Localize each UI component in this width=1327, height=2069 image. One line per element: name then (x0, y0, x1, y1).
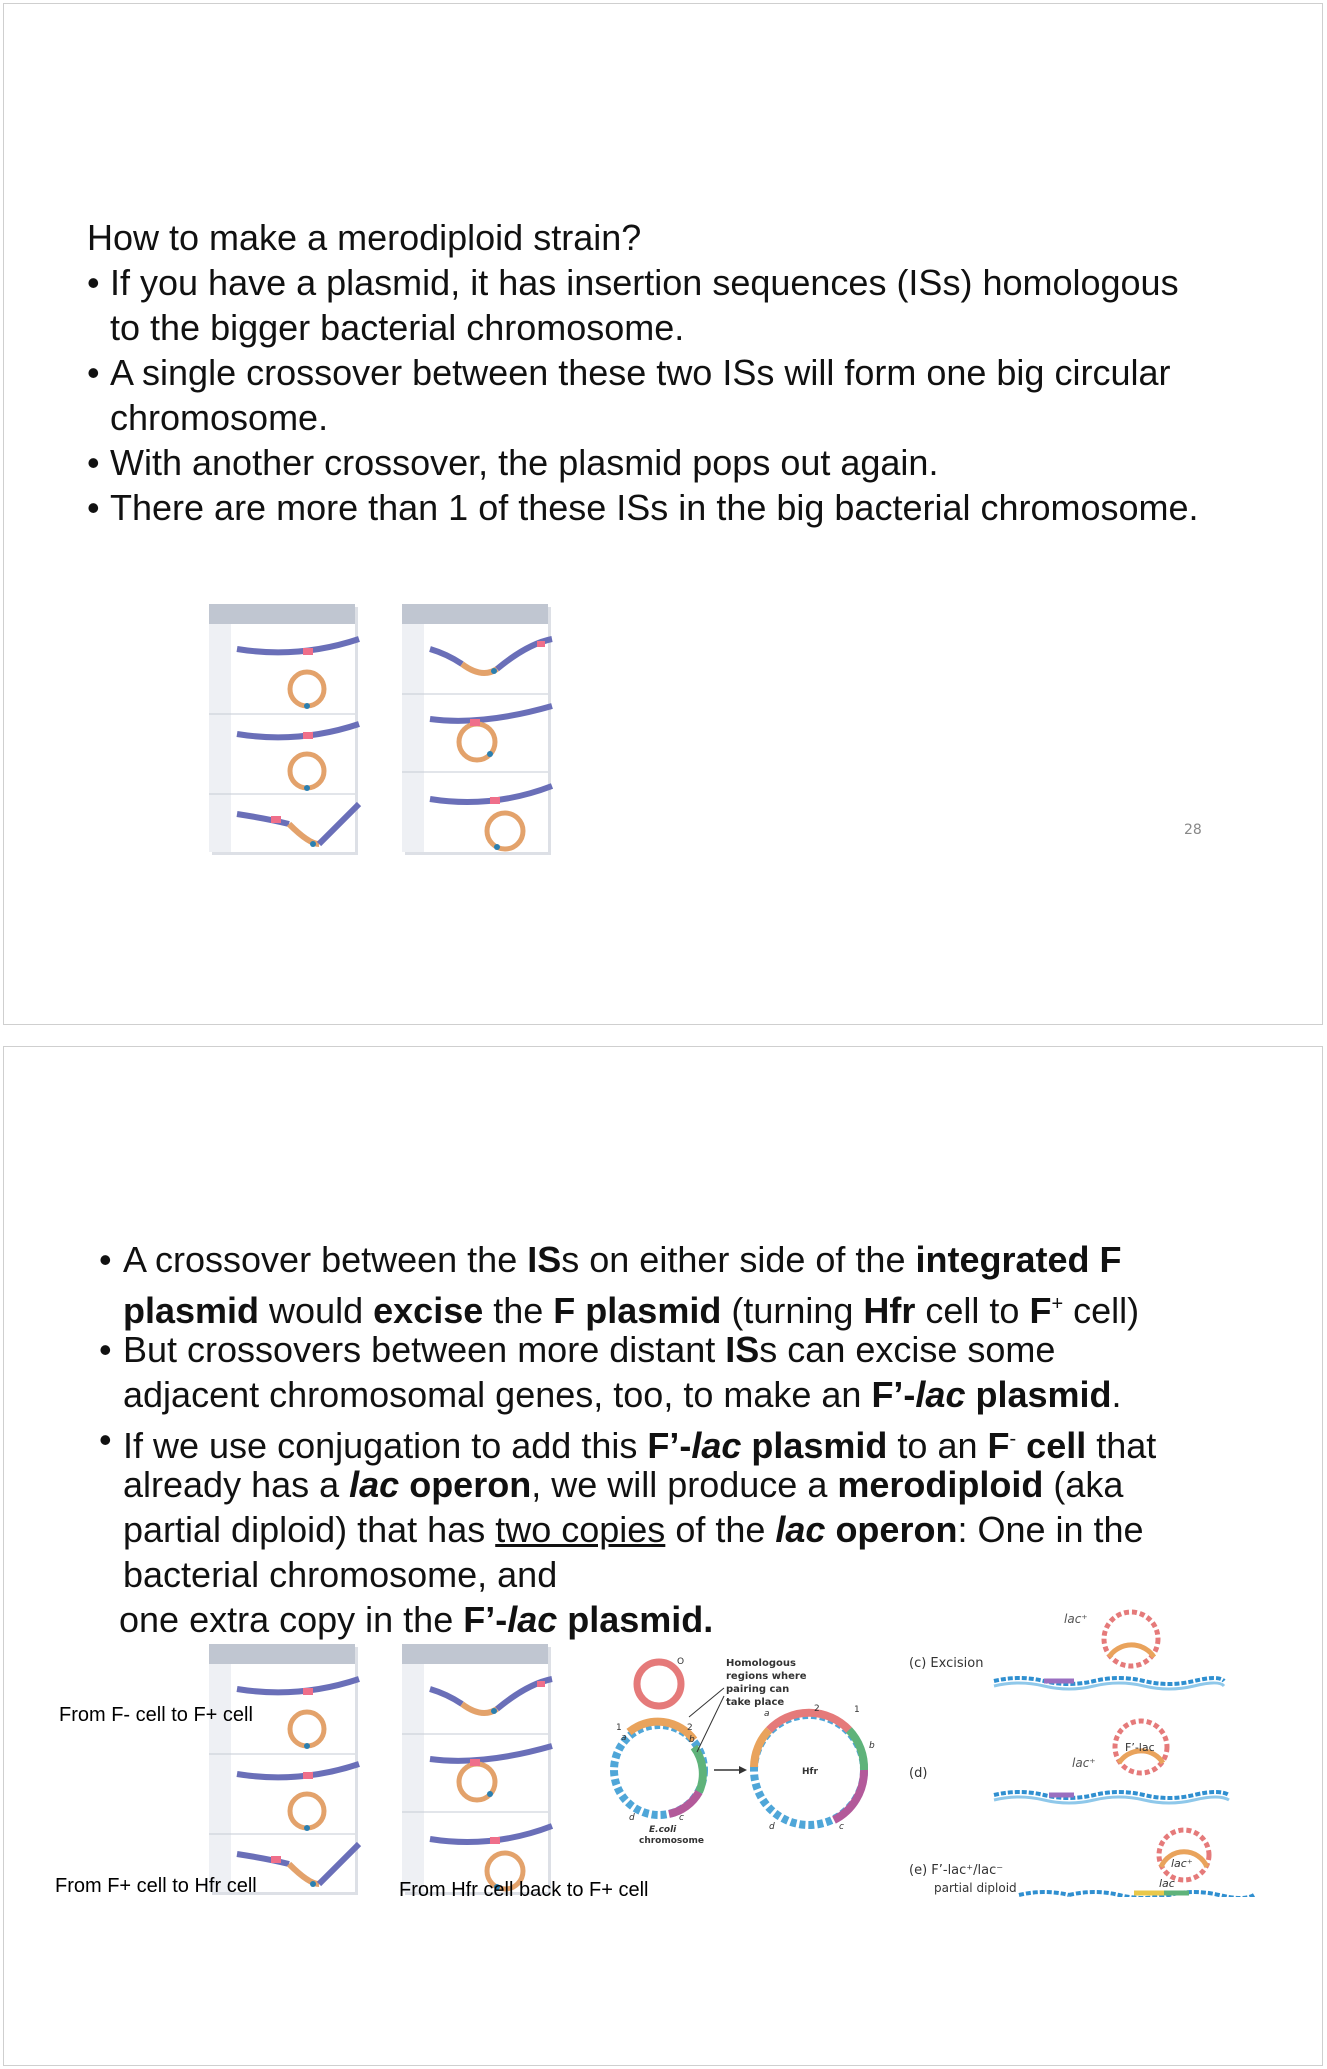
bullet-dot: • (87, 487, 100, 528)
bullet-3-line-1: With another crossover, the plasmid pops out again. (110, 442, 939, 483)
crossover-diagram (209, 1644, 569, 1899)
text: . (1111, 1374, 1122, 1415)
slide-29 (3, 1046, 1323, 2066)
text: F’- (647, 1425, 692, 1466)
text: lac (507, 1599, 558, 1640)
text: two copies (495, 1509, 666, 1550)
f-lac-label: F’-lac (1125, 1741, 1155, 1754)
site-label-b: b (689, 1735, 695, 1745)
text: F plasmid (553, 1290, 722, 1331)
text: lac (775, 1509, 826, 1550)
site-label-c: c (839, 1822, 844, 1832)
text: lac (915, 1374, 966, 1415)
label-e-partial-diploid: partial diploid (934, 1881, 1017, 1895)
ecoli-label-2: chromosome (639, 1836, 704, 1846)
text: F (987, 1425, 1010, 1466)
hfr-label: Hfr (802, 1767, 818, 1777)
text: cell to (915, 1290, 1030, 1331)
homologous-label-3: pairing can (726, 1684, 790, 1695)
panel-right (402, 1644, 552, 1895)
text: operon (825, 1509, 958, 1550)
bullet-3-line-1 (123, 1417, 1156, 1468)
text: that (1086, 1425, 1157, 1466)
bullet-dot: • (87, 262, 100, 303)
site-label-1: 1 (616, 1723, 622, 1733)
site-label-a: a (764, 1709, 770, 1719)
bullet-3-line-3 (123, 1507, 1144, 1552)
hfr-formation-figure (599, 1652, 889, 1877)
bullet-dot: • (99, 1239, 112, 1280)
site-label-a: a (621, 1733, 627, 1743)
site-label-d: d (769, 1822, 775, 1832)
text: lac (349, 1464, 400, 1505)
bullet-dot: • (99, 1419, 112, 1460)
text: would (259, 1290, 374, 1331)
bullet-3-line-2 (123, 1462, 1123, 1507)
plasmid-c (1104, 1612, 1158, 1666)
bullet-dot: • (99, 1329, 112, 1370)
text: plasmid (123, 1290, 260, 1331)
bullet-1-line-1 (123, 1237, 1121, 1282)
text: s on either side of the (561, 1239, 916, 1280)
text: partial diploid) that has (123, 1509, 496, 1550)
bullet-1-line-2: to the bigger bacterial chromosome. (110, 307, 685, 348)
text: (turning (721, 1290, 864, 1331)
label-d: (d) (909, 1766, 928, 1781)
text: one extra copy in the (119, 1599, 464, 1640)
site-label-2: 2 (814, 1704, 820, 1714)
caption-f-plus-to-hfr: From F+ cell to Hfr cell (55, 1875, 257, 1897)
text: plasmid (741, 1425, 888, 1466)
label-e: (e) F’-lac⁺/lac⁻ (909, 1863, 1004, 1878)
bullet-2-line-2: chromosome. (110, 397, 329, 438)
lac-label: lac (1159, 1877, 1175, 1890)
text: to an (887, 1425, 988, 1466)
text: excise (373, 1290, 484, 1331)
site-label-d: d (629, 1813, 635, 1823)
slide-heading: How to make a merodiploid strain? (87, 217, 642, 258)
text: already has a (123, 1464, 350, 1505)
bullet-dot: • (87, 442, 100, 483)
text: + (1051, 1293, 1064, 1315)
site-label-b: b (869, 1741, 875, 1751)
text: But crossovers between more distant (123, 1329, 726, 1370)
bullet-3-line-5 (119, 1597, 713, 1642)
text: plasmid. (557, 1599, 714, 1640)
text: plasmid (965, 1374, 1112, 1415)
bullet-2-line-2 (123, 1372, 1122, 1417)
text: - (1009, 1428, 1017, 1450)
excision-figure (909, 1577, 1269, 1897)
text: cell (1016, 1425, 1087, 1466)
page-number: 28 (1184, 822, 1202, 838)
site-label-c: c (679, 1813, 684, 1823)
site-label-2: 2 (687, 1723, 693, 1733)
homologous-label-1: Homologous (726, 1658, 796, 1669)
text: IS (725, 1329, 760, 1370)
text: , we will produce a (531, 1464, 838, 1505)
text: of the (665, 1509, 776, 1550)
plasmid-e (1159, 1830, 1209, 1880)
caption-f-minus-to-f-plus: From F- cell to F+ cell (59, 1704, 253, 1726)
bullet-3-line-4: bacterial chromosome, and (123, 1554, 558, 1595)
bullet-2-line-1 (123, 1327, 1055, 1372)
text: F’- (871, 1374, 916, 1415)
bullet-dot: • (87, 352, 100, 393)
text: (aka (1043, 1464, 1124, 1505)
text: F’- (463, 1599, 508, 1640)
label-c-excision: (c) Excision (909, 1656, 984, 1671)
text: s can excise some (759, 1329, 1056, 1370)
text: Hfr (863, 1290, 916, 1331)
text: If we use conjugation to add this (123, 1425, 648, 1466)
text: lac (691, 1425, 742, 1466)
crossover-diagram (209, 604, 569, 859)
homologous-label-4: take place (726, 1697, 785, 1708)
panel-right (402, 604, 552, 855)
f-plasmid-circle (637, 1662, 681, 1706)
lac-plus-label: lac⁺ (1064, 1612, 1088, 1626)
slide-28 (3, 3, 1323, 1025)
panel-left (209, 604, 359, 855)
site-label-1: 1 (854, 1705, 860, 1715)
bullet-1-line-2 (123, 1282, 1139, 1333)
homologous-label-2: regions where (726, 1671, 807, 1682)
text: operon (399, 1464, 532, 1505)
text: cell) (1063, 1290, 1140, 1331)
bullet-4-line-1: There are more than 1 of these ISs in the big bacterial chromosome. (110, 487, 1199, 528)
ecoli-label-1: E.coli (649, 1825, 677, 1835)
panel-left (209, 1644, 359, 1895)
text: : One in the (957, 1509, 1144, 1550)
lac-plus-label: lac⁺ (1072, 1756, 1096, 1770)
text: F (1029, 1290, 1052, 1331)
site-label-o: O (677, 1657, 685, 1667)
text: merodiploid (837, 1464, 1044, 1505)
text: IS (527, 1239, 562, 1280)
text: integrated F (915, 1239, 1122, 1280)
lac-plus-label: lac⁺ (1171, 1857, 1193, 1870)
chromosome-e (1019, 1892, 1069, 1895)
text: adjacent chromosomal genes, too, to make an (123, 1374, 872, 1415)
bullet-2-line-1: A single crossover between these two ISs will form one big circular (110, 352, 1171, 393)
text: the (483, 1290, 554, 1331)
text: A crossover between the (123, 1239, 528, 1280)
bullet-1-line-1: If you have a plasmid, it has insertion sequences (ISs) homologous (110, 262, 1179, 303)
caption-hfr-back-to-f-plus: From Hfr cell back to F+ cell (399, 1879, 649, 1901)
